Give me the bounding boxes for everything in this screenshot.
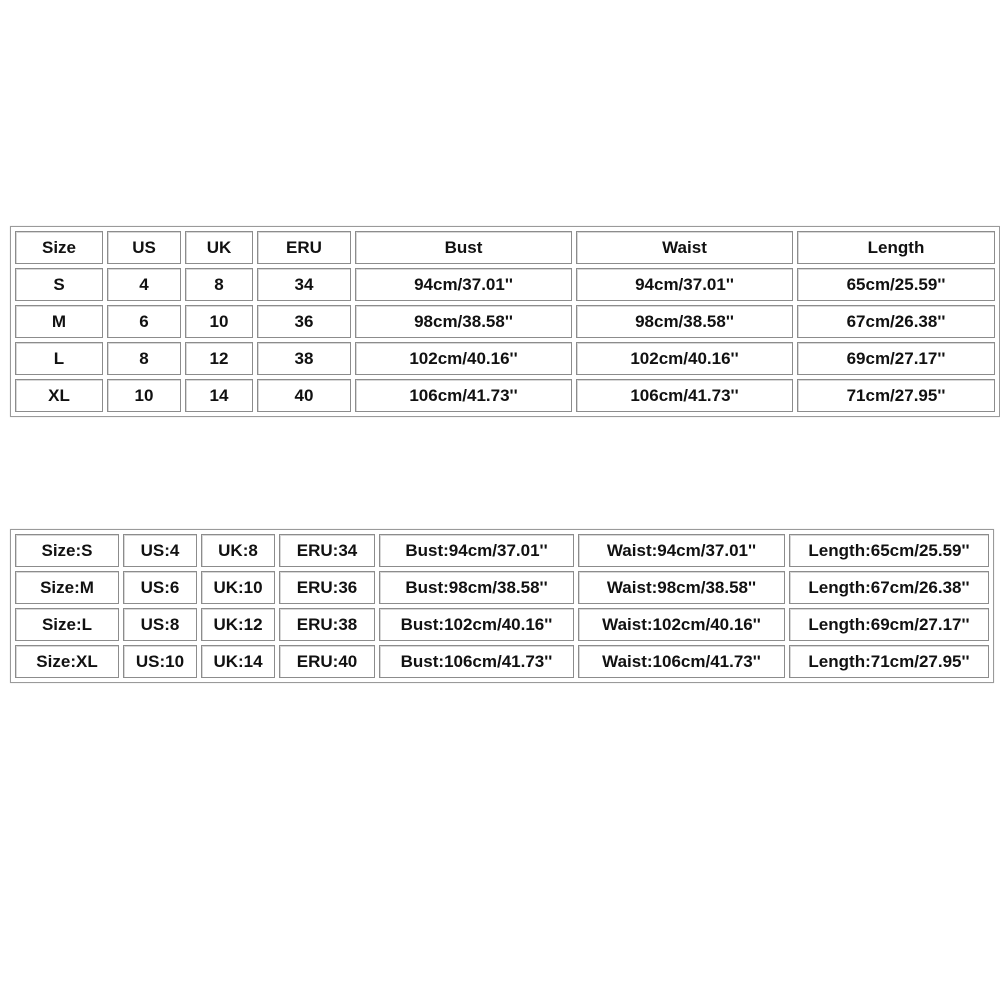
header-length: Length [797,231,995,264]
cell-waist: 98cm/38.58'' [576,305,793,338]
cell-length: Length:69cm/27.17'' [789,608,989,641]
cell-us: 8 [107,342,181,375]
cell-us: US:10 [123,645,197,678]
table-row [15,268,995,301]
cell-eru: ERU:34 [279,534,375,567]
cell-size: S [15,268,103,301]
cell-uk: 14 [185,379,253,412]
cell-waist: 94cm/37.01'' [576,268,793,301]
cell-eru: ERU:36 [279,571,375,604]
cell-eru: 38 [257,342,351,375]
cell-bust: Bust:106cm/41.73'' [379,645,574,678]
header-waist: Waist [576,231,793,264]
cell-uk: UK:14 [201,645,275,678]
header-us: US [107,231,181,264]
cell-us: US:6 [123,571,197,604]
cell-uk: 10 [185,305,253,338]
cell-us: 6 [107,305,181,338]
cell-bust: 102cm/40.16'' [355,342,572,375]
cell-us: 4 [107,268,181,301]
cell-bust: Bust:98cm/38.58'' [379,571,574,604]
cell-length: 67cm/26.38'' [797,305,995,338]
cell-waist: Waist:106cm/41.73'' [578,645,785,678]
header-uk: UK [185,231,253,264]
cell-waist: Waist:98cm/38.58'' [578,571,785,604]
cell-length: 65cm/25.59'' [797,268,995,301]
cell-length: 71cm/27.95'' [797,379,995,412]
cell-uk: UK:8 [201,534,275,567]
cell-waist: Waist:102cm/40.16'' [578,608,785,641]
table-row [15,305,995,338]
cell-bust: Bust:102cm/40.16'' [379,608,574,641]
cell-us: 10 [107,379,181,412]
cell-bust: 94cm/37.01'' [355,268,572,301]
size-table-columnar [10,226,1000,417]
cell-length: Length:67cm/26.38'' [789,571,989,604]
header-eru: ERU [257,231,351,264]
cell-length: Length:71cm/27.95'' [789,645,989,678]
cell-eru: ERU:38 [279,608,375,641]
cell-size: Size:M [15,571,119,604]
cell-eru: 36 [257,305,351,338]
table-header-row [15,231,995,264]
cell-uk: 12 [185,342,253,375]
header-size: Size [15,231,103,264]
cell-size: L [15,342,103,375]
cell-bust: 98cm/38.58'' [355,305,572,338]
cell-size: Size:L [15,608,119,641]
table-row [15,379,995,412]
size-table-labeled [10,529,994,683]
cell-eru: 34 [257,268,351,301]
table-row [15,645,989,678]
cell-size: XL [15,379,103,412]
cell-eru: ERU:40 [279,645,375,678]
header-bust: Bust [355,231,572,264]
cell-size: Size:S [15,534,119,567]
cell-length: Length:65cm/25.59'' [789,534,989,567]
cell-uk: 8 [185,268,253,301]
table-row [15,342,995,375]
cell-us: US:8 [123,608,197,641]
cell-size: M [15,305,103,338]
cell-waist: 102cm/40.16'' [576,342,793,375]
cell-uk: UK:12 [201,608,275,641]
cell-waist: Waist:94cm/37.01'' [578,534,785,567]
cell-eru: 40 [257,379,351,412]
table-row [15,608,989,641]
cell-bust: 106cm/41.73'' [355,379,572,412]
cell-size: Size:XL [15,645,119,678]
cell-bust: Bust:94cm/37.01'' [379,534,574,567]
table-row [15,534,989,567]
cell-waist: 106cm/41.73'' [576,379,793,412]
cell-uk: UK:10 [201,571,275,604]
cell-us: US:4 [123,534,197,567]
table-row [15,571,989,604]
cell-length: 69cm/27.17'' [797,342,995,375]
